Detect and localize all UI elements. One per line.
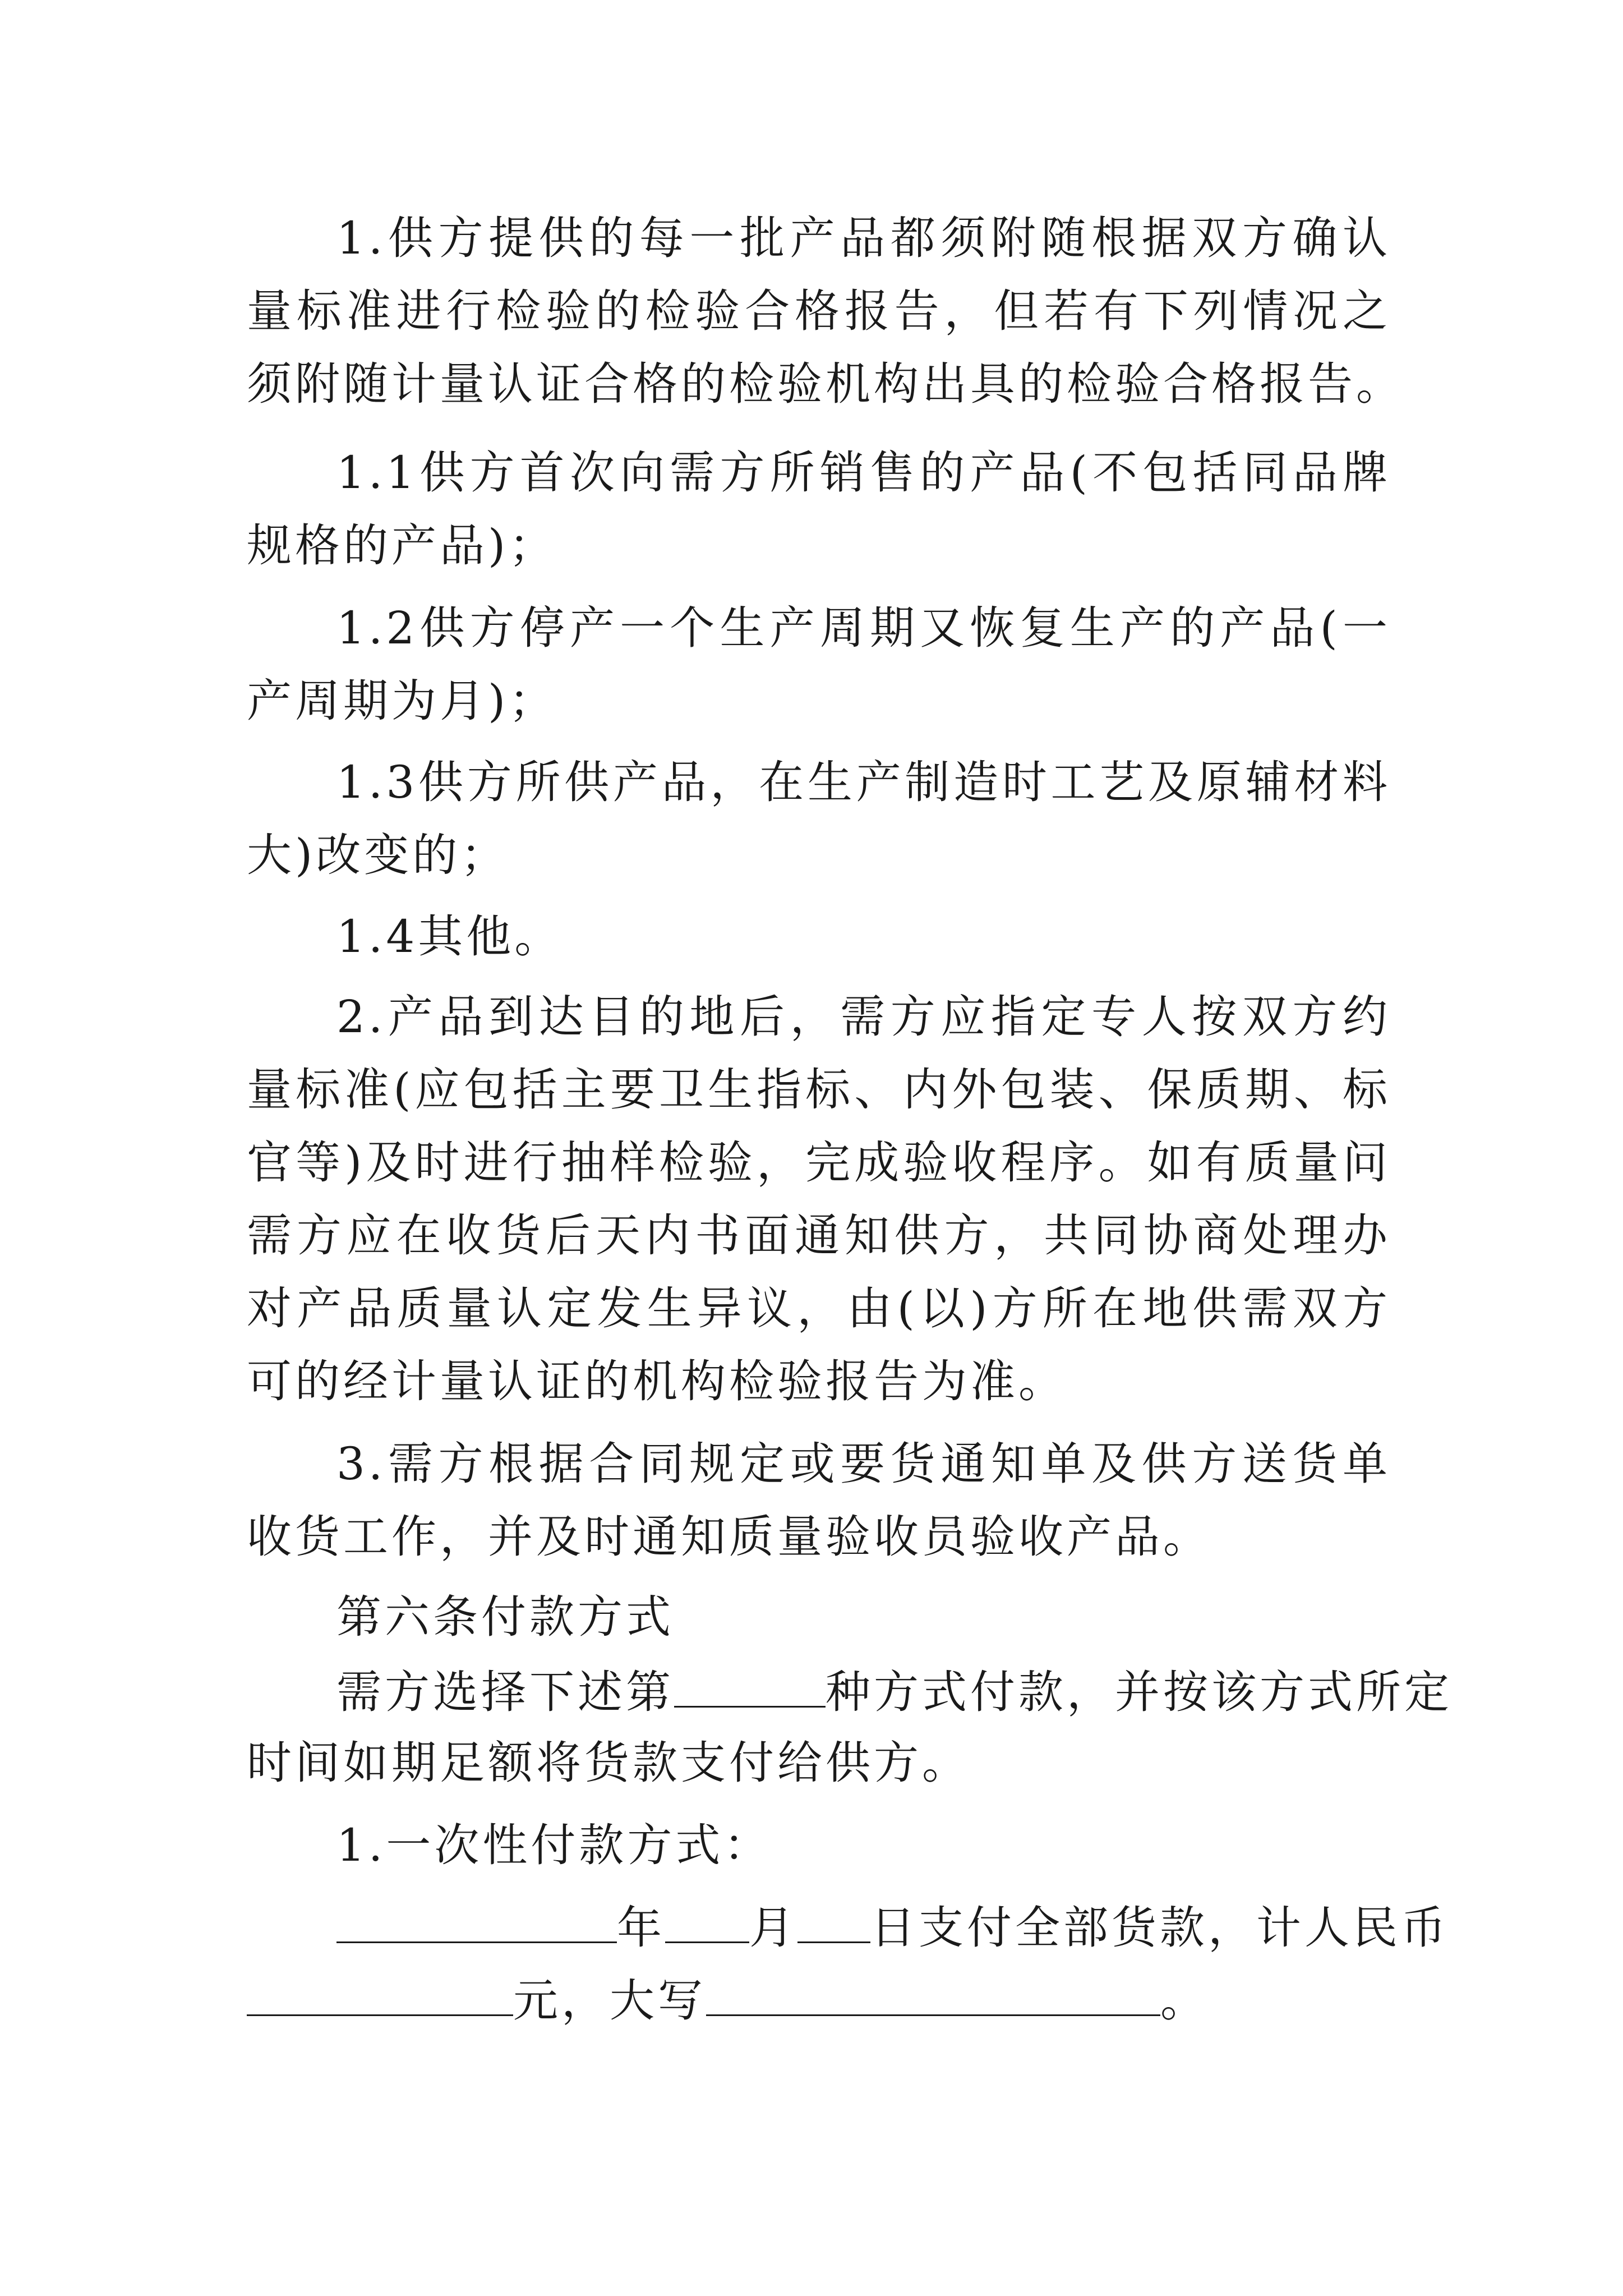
year-blank[interactable]	[336, 1898, 617, 1943]
clause-1-2-line-2: 产周期为月)；	[247, 675, 557, 727]
lump-sum-amount-line	[247, 1971, 1391, 2027]
paragraph-2-line-4: 需方应在收货后天内书面通知供方，共同协商处理办	[247, 1209, 1391, 1262]
clause-1-3-line-2: 大)改变的；	[247, 829, 509, 881]
clause-1-1-line-1: 1.1供方首次向需方所销售的产品(不包括同品牌	[336, 447, 1391, 499]
lump-sum-date-line	[336, 1898, 1449, 1954]
clause-1-3-line-1: 1.3供方所供产品，在生产制造时工艺及原辅材料	[336, 756, 1391, 808]
paragraph-2-line-3: 官等)及时进行抽样检验，完成验收程序。如有质量问	[247, 1137, 1391, 1189]
clause-1-4-line-1: 1.4其他。	[336, 910, 563, 963]
paragraph-3-line-1: 3.需方根据合同规定或要货通知单及供方送货单	[336, 1438, 1391, 1490]
year-label: 年	[617, 1902, 665, 1954]
lump-sum-heading: 1.一次性付款方式：	[336, 1819, 772, 1871]
paragraph-3-line-2: 收货工作，并及时通知质量验收员验收产品。	[247, 1511, 1211, 1563]
day-blank[interactable]	[797, 1898, 870, 1943]
amount-in-words-blank[interactable]	[706, 1971, 1160, 2016]
yuan-label: 元，大写	[513, 1975, 706, 2027]
paragraph-1-line-3: 须附随计量认证合格的检验机构出具的检验合格报告。	[247, 358, 1404, 410]
paragraph-1-line-1: 1.供方提供的每一批产品都须附随根据双方确认	[336, 212, 1391, 264]
payment-method-prefix: 需方选择下述第	[336, 1666, 674, 1718]
paragraph-2-line-1: 2.产品到达目的地后，需方应指定专人按双方约	[336, 991, 1391, 1043]
paragraph-2-line-2: 量标准(应包括主要卫生指标、内外包装、保质期、标	[247, 1064, 1391, 1116]
payment-method-number-blank[interactable]	[674, 1662, 826, 1708]
month-blank[interactable]	[665, 1898, 749, 1943]
payment-method-line-2: 时间如期足额将货款支付给供方。	[247, 1737, 970, 1789]
paragraph-2-line-6: 可的经计量认证的机构检验报告为准。	[247, 1355, 1067, 1407]
payment-method-line-1	[336, 1662, 1453, 1718]
article-6-heading: 第六条付款方式	[336, 1591, 674, 1643]
clause-1-1-line-2: 规格的产品)；	[247, 519, 557, 572]
sentence-end: 。	[1160, 1975, 1209, 2027]
paragraph-2-line-5: 对产品质量认定发生异议，由(以)方所在地供需双方	[247, 1282, 1391, 1335]
clause-1-2-line-1: 1.2供方停产一个生产周期又恢复生产的产品(一	[336, 602, 1391, 654]
amount-blank[interactable]	[247, 1971, 513, 2016]
payment-method-suffix: 种方式付款，并按该方式所定	[826, 1666, 1453, 1718]
paragraph-1-line-2: 量标准进行检验的检验合格报告，但若有下列情况之	[247, 285, 1391, 337]
day-payment-text: 日支付全部货款，计人民币	[870, 1902, 1449, 1954]
month-label: 月	[749, 1902, 797, 1954]
